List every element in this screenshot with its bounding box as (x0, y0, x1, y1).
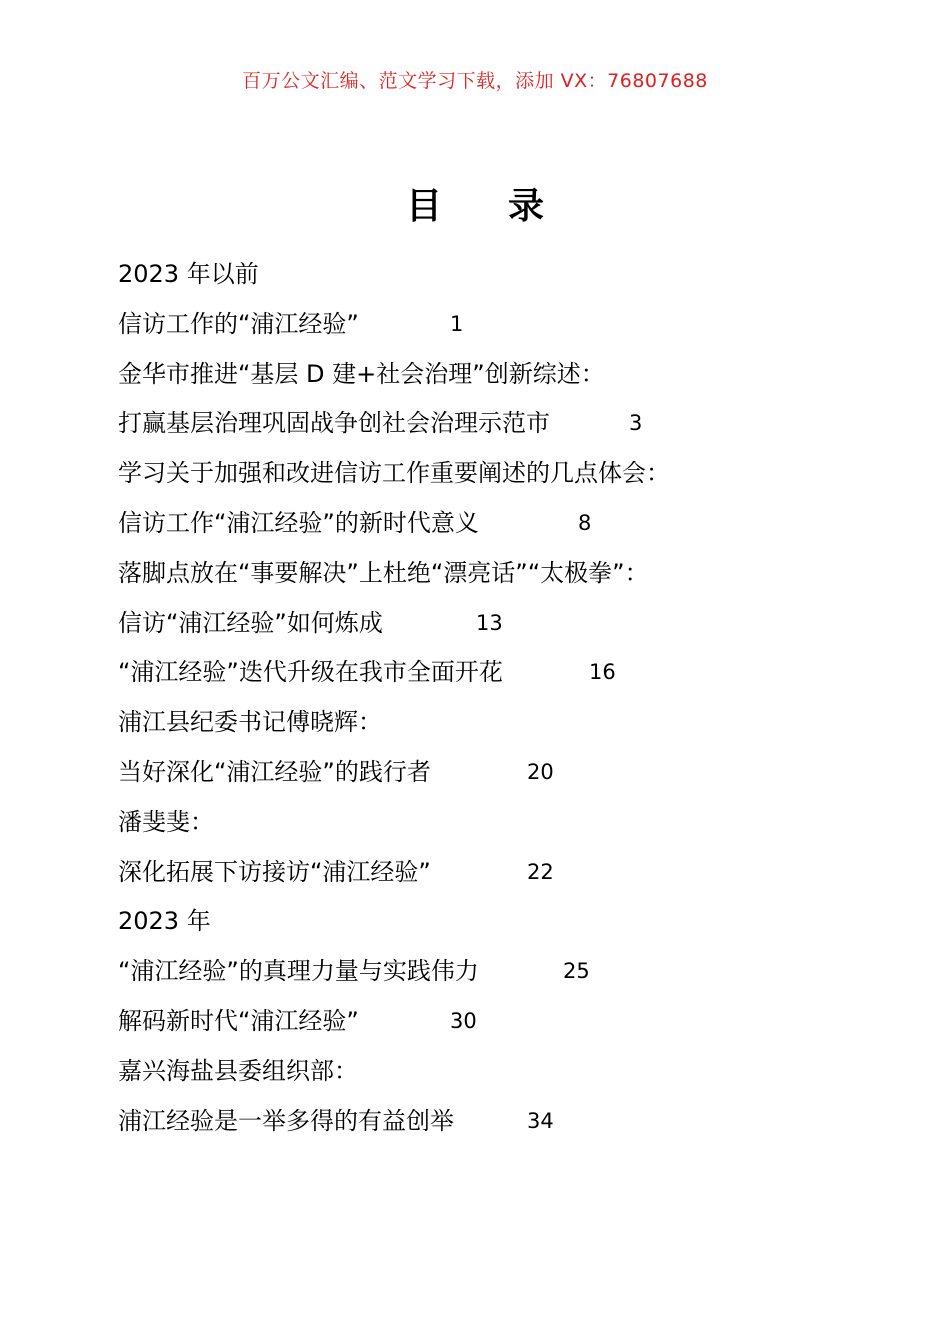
toc-entry-text: “浦江经验”的真理力量与实践伟力 (118, 957, 479, 986)
toc-entry[interactable] (118, 300, 898, 350)
toc-entry[interactable] (118, 748, 898, 798)
toc-entry[interactable] (118, 250, 898, 300)
toc-page-number: 16 (589, 660, 616, 685)
toc-entry[interactable] (118, 599, 898, 649)
toc-list (118, 250, 898, 1146)
toc-page-number: 20 (527, 759, 554, 784)
toc-page-number: 1 (450, 311, 464, 336)
toc-entry-text: 浦江经验是一举多得的有益创举 (118, 1106, 454, 1135)
toc-entry[interactable] (118, 798, 898, 848)
toc-entry-text: 学习关于加强和改进信访工作重要阐述的几点体会： (118, 459, 670, 488)
toc-page-number: 13 (476, 610, 503, 635)
toc-entry[interactable] (118, 848, 898, 898)
toc-entry-text: 落脚点放在“事要解决”上杜绝“漂亮话”“太极拳”： (118, 558, 649, 587)
title-char-1: 目 (405, 186, 442, 227)
toc-entry-text: 当好深化“浦江经验”的践行者 (118, 757, 431, 786)
toc-entry[interactable] (118, 997, 898, 1047)
toc-entry[interactable] (118, 1097, 898, 1147)
toc-entry-text: 解码新时代“浦江经验” (118, 1006, 359, 1035)
toc-entry-text: 深化拓展下访接访“浦江经验” (118, 857, 431, 886)
toc-entry-text: 打赢基层治理巩固战争创社会治理示范市 (118, 409, 550, 438)
toc-page-number: 30 (450, 1008, 477, 1033)
toc-entry[interactable] (118, 499, 898, 549)
toc-entry[interactable] (118, 648, 898, 698)
title-char-2: 录 (508, 186, 545, 227)
toc-page-number: 25 (563, 959, 590, 984)
toc-entry[interactable] (118, 897, 898, 947)
toc-entry-text: 信访工作“浦江经验”的新时代意义 (118, 508, 479, 537)
toc-entry[interactable] (118, 947, 898, 997)
toc-entry[interactable] (118, 399, 898, 449)
toc-entry-text: 信访工作的“浦江经验” (118, 309, 359, 338)
page-title (0, 178, 950, 229)
toc-entry-text: 潘斐斐： (118, 807, 214, 836)
toc-page-number: 22 (527, 859, 554, 884)
toc-entry[interactable] (118, 1047, 898, 1097)
toc-entry-text: 浦江县纪委书记傅晓辉： (118, 708, 382, 737)
toc-entry[interactable] (118, 449, 898, 499)
header-note: 百万公文汇编、范文学习下载，添加 VX：76807688 (242, 70, 708, 92)
toc-page-number: 34 (527, 1108, 554, 1133)
toc-entry-text: 信访“浦江经验”如何炼成 (118, 608, 383, 637)
toc-entry[interactable] (118, 350, 898, 400)
toc-entry[interactable] (118, 698, 898, 748)
toc-entry-text: 2023 年 (118, 907, 211, 936)
toc-entry[interactable] (118, 549, 898, 599)
toc-entry-text: 嘉兴海盐县委组织部： (118, 1056, 358, 1085)
toc-entry-text: 金华市推进“基层 D 建+社会治理”创新综述： (118, 359, 605, 388)
toc-page-number: 8 (578, 510, 592, 535)
toc-entry-text: 2023 年以前 (118, 260, 259, 288)
toc-entry-text: “浦江经验”迭代升级在我市全面开花 (118, 658, 503, 687)
toc-page-number: 3 (629, 411, 643, 436)
